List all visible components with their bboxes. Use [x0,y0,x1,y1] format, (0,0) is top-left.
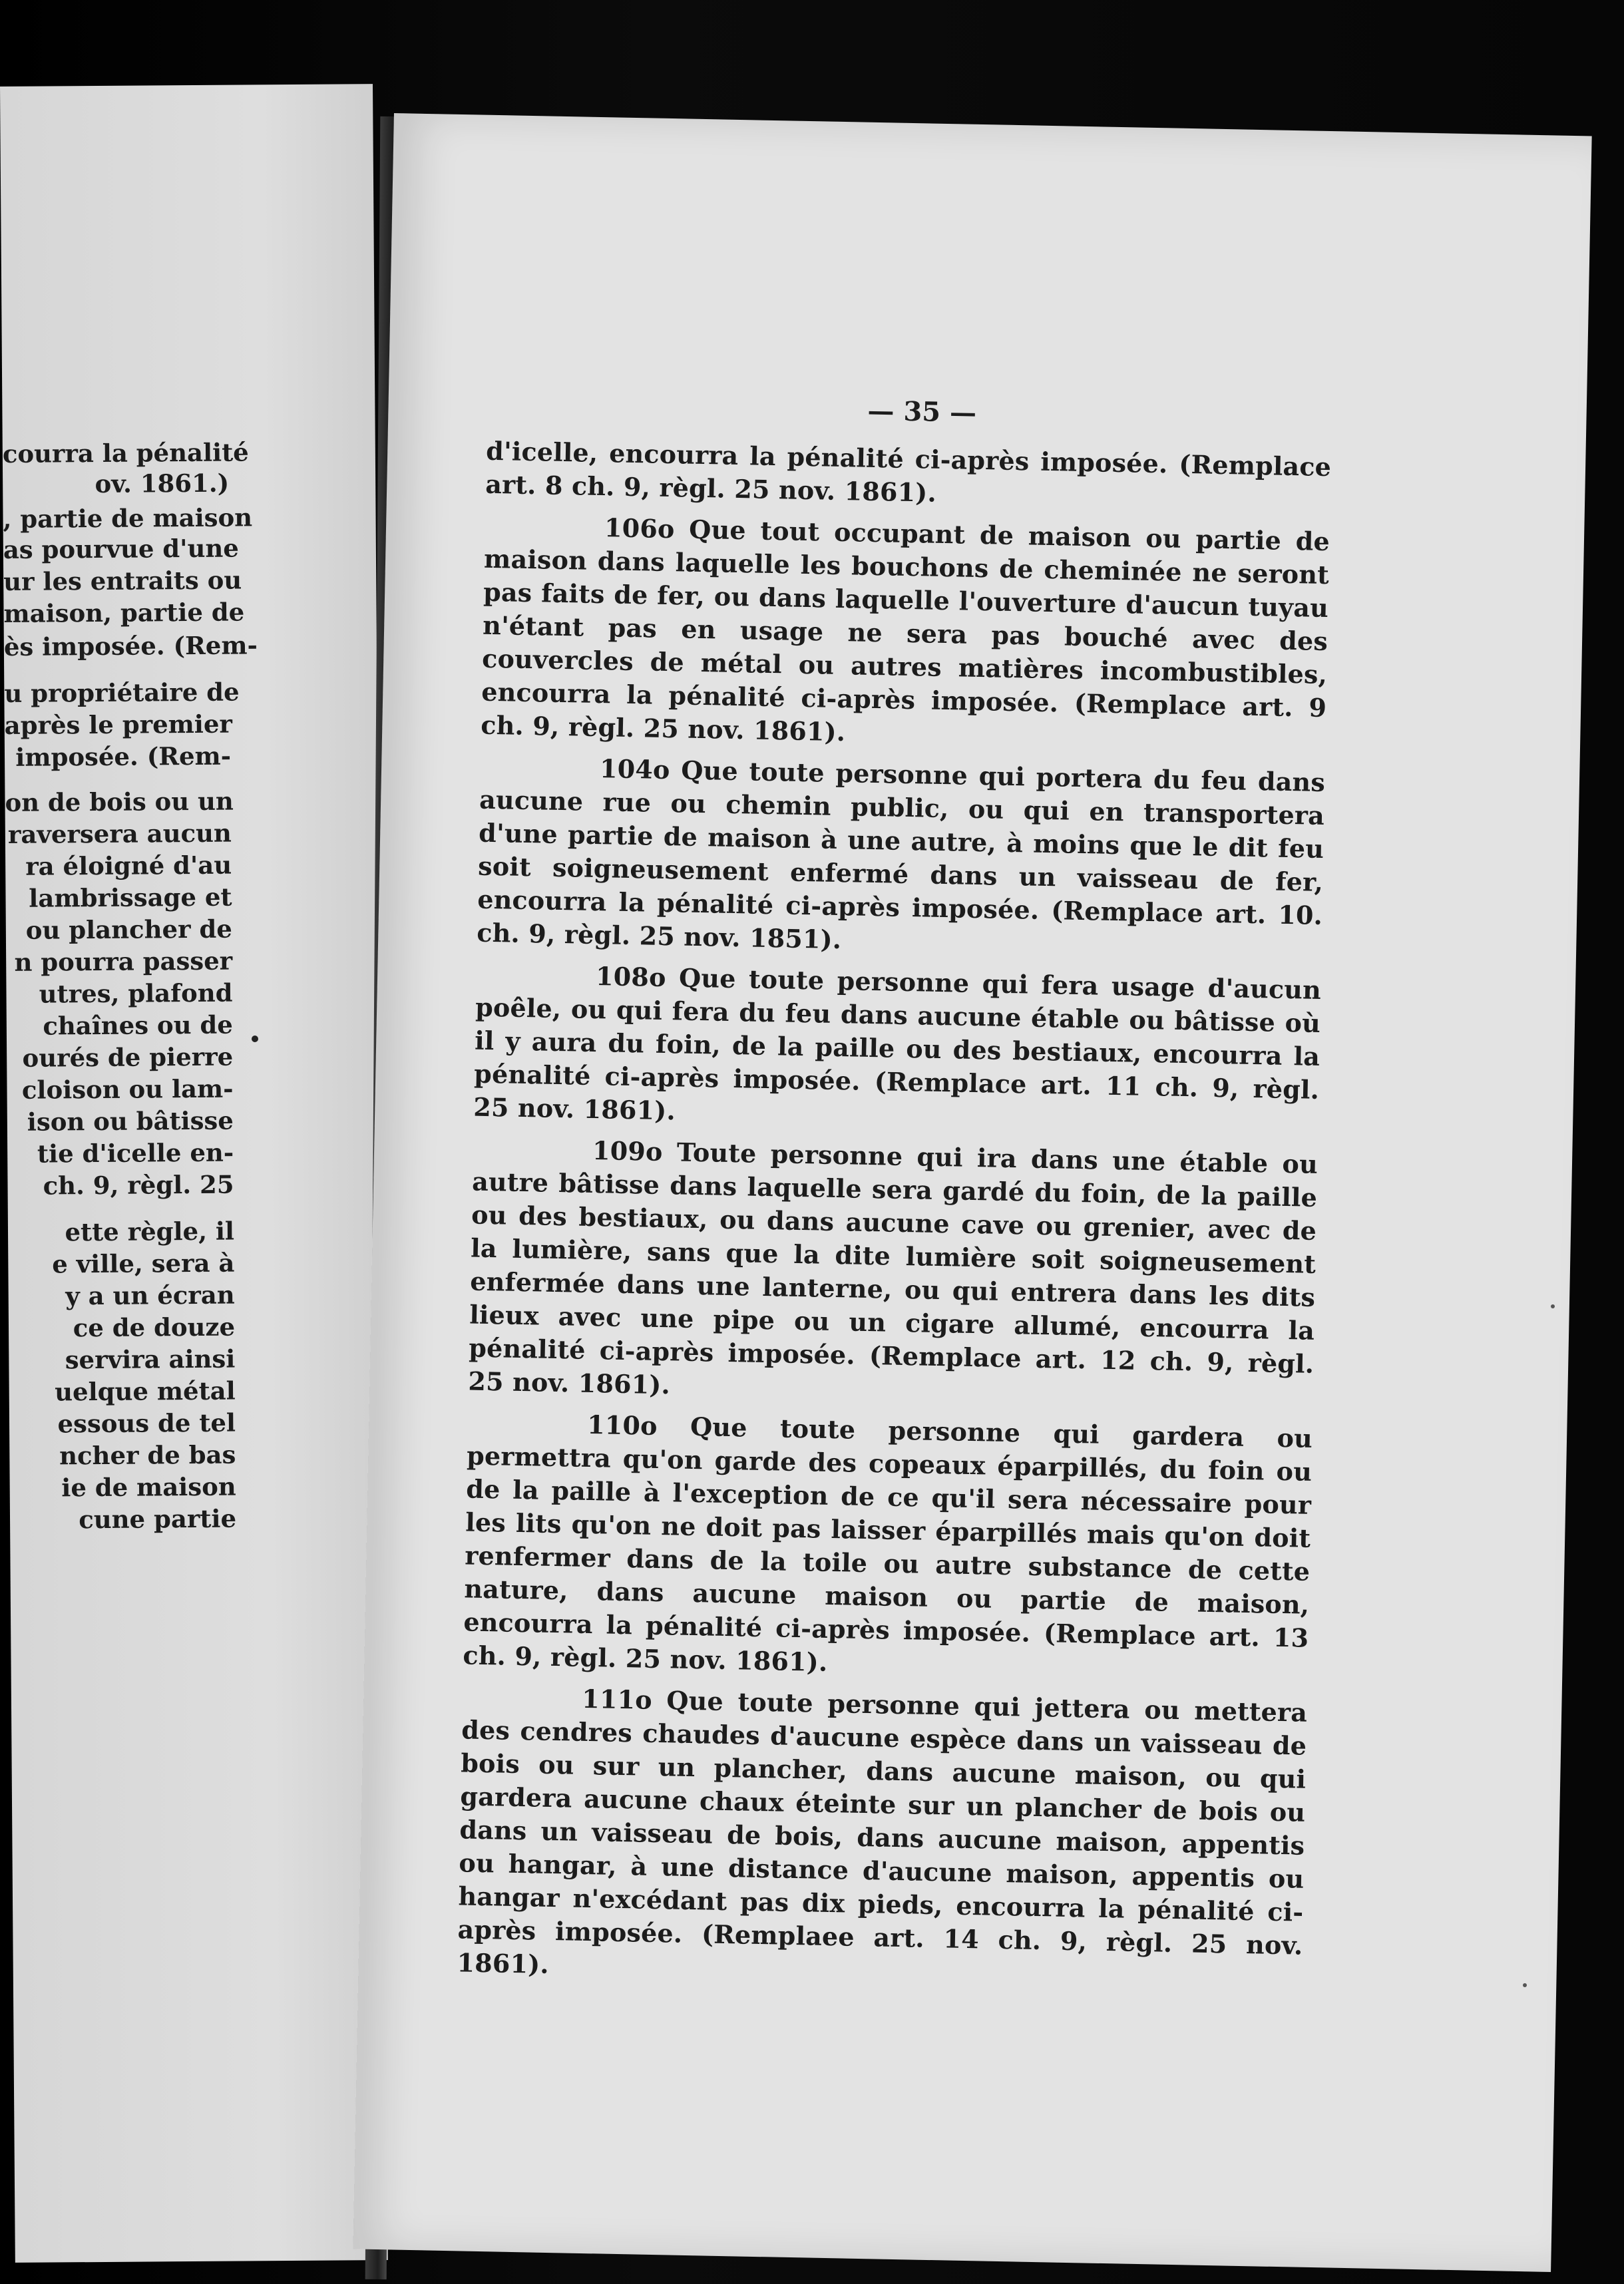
left-page-line: uelque métal [55,1376,236,1407]
left-page-line: utres, plafond [39,978,233,1009]
article-paragraph [463,1406,1313,1688]
article-paragraph [473,958,1322,1140]
article-paragraph [485,435,1332,517]
article-text: Que toute personne qui portera du feu dans aucune rue ou chemin public, ou qui en transportera d'une partie de maison à une autre, à moins que le dit feu soit soigneusement enfermé dans un vaisseau de fer, encourra la pénalité ci-après imposée. (Remplace art. 10. ch. 9, règl. 25 nov. 1851). [476,755,1326,955]
article-number: 111o [581,1683,653,1715]
left-page-line: ra éloigné d'au [25,850,232,881]
left-page-line: ov. 1861.) [95,468,230,499]
left-page-line: maison, partie de [3,597,245,628]
article-text: Que toute personne qui gardera ou permettra qu'on garde des copeaux éparpillés, du foin ou de la paille à l'exception de ce qu'il sera nécessaire pour les lits qu'on ne doit pas laisser éparpillés mais qu'on doit renfermer dans de la toile ou autre substance de cette nature, dans aucune maison ou partie de maison, encourra la pénalité ci-après imposée. (Remplace art. 13 ch. 9, règl. 25 nov. 1861). [463,1410,1313,1677]
article-paragraph [481,509,1330,758]
article-paragraph [468,1132,1318,1414]
article-number: 109o [592,1135,664,1167]
left-page-line: cune partie [79,1503,237,1535]
left-page-line: ette règle, il [65,1216,235,1247]
left-page-line: servira ainsi [65,1344,236,1375]
article-paragraph [477,750,1326,966]
speck [1551,1304,1555,1308]
left-page [0,84,388,2263]
left-page-line: on de bois ou un [5,786,234,817]
left-page-line: après le premier [4,709,233,740]
left-page-line: , partie de maison [3,502,253,534]
right-page [353,113,1591,2272]
left-page-line: ch. 9, règl. 25 [43,1169,234,1201]
left-page-line: cloison ou lam- [21,1073,234,1105]
article-text: d'icelle, encourra la pénalité ci-après imposée. (Remplace art. 8 ch. 9, règl. 25 nov. 1861). [485,435,1332,508]
left-page-line: ou plancher de [25,914,232,945]
article-text: Que toute personne qui jettera ou mettera des cendres chaudes d'aucune espèce dans un vaisseau de bois ou sur un plancher, dans aucune maison, ou qui gardera aucune chaux éteinte sur un plancher de bois ou dans un vaisseau de bois, dans aucune maison, appentis ou hangar, à une distance d'aucune maison, appentis ou hangar n'excédant pas dix pieds, encourra la pénalité ci-après imposée. (Remplaee art. 14 ch. 9, règl. 25 nov. 1861). [457,1684,1308,1979]
left-page-line: ès imposée. (Rem- [3,630,258,662]
left-page-line: ison ou bâtisse [27,1105,234,1137]
left-page-line: lambrissage et [29,882,232,913]
article-number: 106o [604,512,675,544]
left-page-line: y a un écran [65,1280,235,1311]
left-page-line: courra la pénalité [2,437,249,469]
left-page-line: ourés de pierre [22,1042,234,1073]
left-page-line: ie de maison [61,1471,236,1503]
left-page-line: ur les entraits ou [3,565,242,596]
left-page-line: imposée. (Rem- [15,741,232,772]
page-number: — 35 — [867,395,977,429]
left-page-line: essous de tel [57,1408,236,1439]
page-body [457,435,1332,2004]
article-number: 104o [599,753,671,785]
left-page-line: raversera aucun [7,818,232,849]
speck [252,1036,258,1042]
speck [1523,1983,1527,1987]
left-page-line: u propriétaire de [4,677,240,708]
article-number: 108o [595,961,667,993]
left-page-line: e ville, sera à [52,1248,235,1279]
left-page-line: ce de douze [73,1312,236,1343]
article-text: Toute personne qui ira dans une étable ou autre bâtisse dans laquelle sera gardé du foin, de la paille ou des bestiaux, ou dans aucune cave ou grenier, avec de la lumière, sans que la dite lumière soit soigneusement enfermée dans une lanterne, ou qui entrera dans les dits lieux avec une pipe ou un cigare allumé, encourra la pénalité ci-après imposée. (Remplace art. 12 ch. 9, règl. 25 nov. 1861). [468,1137,1319,1400]
article-number: 110o [586,1409,658,1441]
article-paragraph [457,1680,1307,1995]
left-page-line: ncher de bas [59,1439,236,1471]
left-page-line: n pourra passer [14,946,233,977]
left-page-line: as pourvue d'une [3,533,240,564]
left-page-line: chaînes ou de [43,1010,234,1041]
article-text: Que toute personne qui fera usage d'aucun poêle, ou qui fera du feu dans aucune étable ou bâtisse où il y aura du foin, de la paille ou des bestiaux, encourra la pénalité ci-après imposée. (Remplace art. 11 ch. 9, règl. 25 nov. 1861). [473,962,1322,1126]
article-text: Que tout occupant de maison ou partie de maison dans laquelle les bouchons de cheminée ne seront pas faits de fer, ou dans laquelle l'ouverture d'aucun tuyau n'étant pas en usage ne sera pas bouché avec des couvercles de métal ou autres matières incombustibles, encourra la pénalité ci-après imposée. (Remplace art. 9 ch. 9, règl. 25 nov. 1861). [480,514,1330,747]
left-page-line: tie d'icelle en- [37,1137,234,1169]
